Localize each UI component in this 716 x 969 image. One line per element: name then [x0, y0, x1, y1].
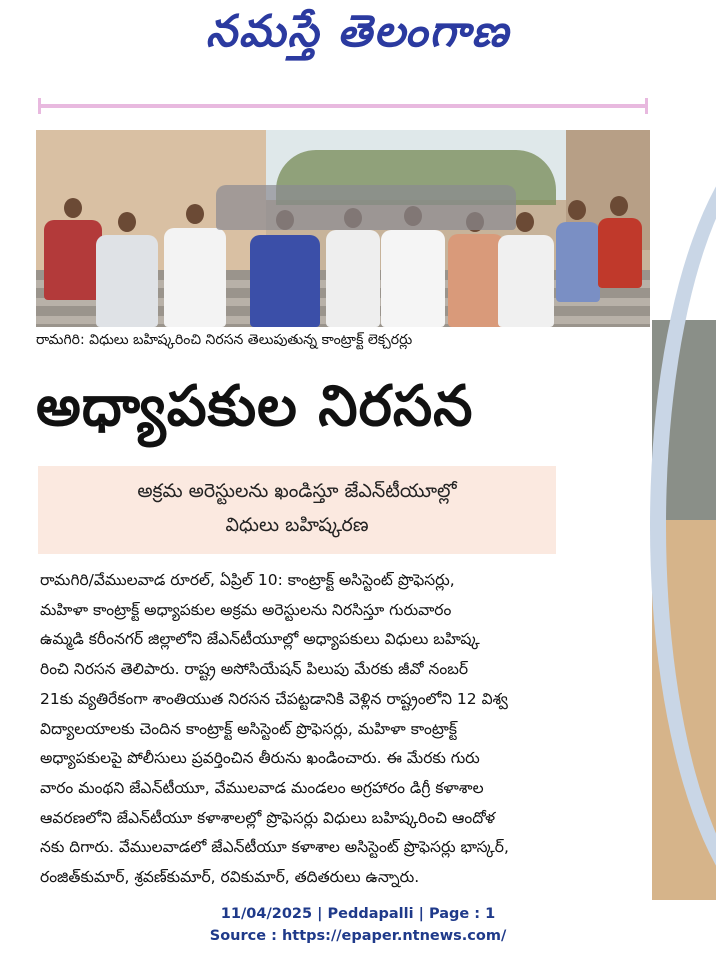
person — [216, 185, 516, 230]
adjacent-article-fragment — [640, 100, 716, 900]
person — [326, 230, 380, 327]
page-footer — [0, 903, 716, 947]
subheadline-box — [38, 466, 556, 554]
photo-caption: రామగిరి: విధులు బహిష్కరించి నిరసన తెలుపుతున్న కాంట్రాక్ట్ లెక్చరర్లు — [36, 332, 413, 348]
body-line: ఉమ్మడి కరీంనగర్ జిల్లాలోని జేఎన్‌టీయూల్లో అధ్యాపకులు విధులు బహిష్క — [40, 630, 480, 649]
body-line: రామగిరి/వేములవాడ రూరల్, ఏప్రిల్ 10: కాంట్రాక్ట్ అసిస్టెంట్ ప్రొఫెసర్లు, — [40, 571, 455, 589]
person — [96, 235, 158, 327]
masthead-divider — [38, 104, 648, 108]
footer-source: Source : https://epaper.ntnews.com/ — [209, 928, 507, 944]
person — [44, 220, 102, 300]
article-body — [40, 566, 628, 893]
body-line: అధ్యాపకులపై పోలీసులు ప్రవర్తించిన తీరును ఖండించారు. ఈ మేరకు గురు — [40, 749, 480, 768]
body-line: వారం మంథని జేఎన్‌టీయూ, వేములవాడ మండలం అగ్రహారం డిగ్రీ కళాశాల — [40, 778, 484, 797]
subheadline-line-1: అక్రమ అరెస్టులను ఖండిస్తూ జేఎన్‌టీయూల్లో — [137, 480, 457, 502]
body-line: మహిళా కాంట్రాక్ట్ అధ్యాపకుల అక్రమ అరెస్టులను నిరసిస్తూ గురువారం — [40, 600, 452, 619]
newspaper-logo: నమస్తే తెలంగాణ — [205, 6, 511, 57]
person — [498, 235, 554, 327]
person — [448, 234, 504, 327]
person — [598, 218, 642, 288]
masthead — [0, 0, 716, 100]
person-head — [568, 200, 586, 220]
person-head — [516, 212, 534, 232]
person — [381, 230, 445, 327]
body-line: నకు దిగారు. వేములవాడలో జేఎన్‌టీయూ కళాశాల అసిస్టెంట్ ప్రొఫెసర్లు భాస్కర్, — [40, 838, 509, 857]
footer-date-edition: 11/04/2025 | Peddapalli | Page : 1 — [220, 906, 496, 922]
news-photo — [36, 130, 650, 327]
body-line: రించి నిరసన తెలిపారు. రాష్ట్ర అసోసియేషన్ పిలుపు మేరకు జీవో నంబర్ — [40, 660, 469, 679]
person — [164, 228, 226, 327]
body-line: రంజిత్‌కుమార్, శ్రవణ్‌కుమార్, రవికుమార్, తదితరులు ఉన్నారు. — [40, 868, 420, 887]
person — [556, 222, 600, 302]
person-head — [186, 204, 204, 224]
person-head — [64, 198, 82, 218]
body-line: ఆవరణలోని జేఎన్‌టీయూ కళాశాలల్లో ప్రొఫెసర్లు విధులు బహిష్కరించి ఆందోళ — [40, 808, 496, 827]
person-head — [610, 196, 628, 216]
body-line: 21కు వ్యతిరేకంగా శాంతియుత నిరసన చేపట్టడానికి వెళ్లిన రాష్ట్రంలోని 12 విశ్వ — [40, 689, 508, 708]
person — [250, 235, 320, 327]
subheadline-line-2: విధులు బహిష్కరణ — [225, 514, 369, 536]
person-head — [118, 212, 136, 232]
body-line: విద్యాలయాలకు చెందిన కాంట్రాక్ట్ అసిస్టెంట్ ప్రొఫెసర్లు, మహిళా కాంట్రాక్ట్ — [40, 719, 457, 738]
article-headline: అధ్యాపకుల నిరసన — [36, 374, 474, 439]
